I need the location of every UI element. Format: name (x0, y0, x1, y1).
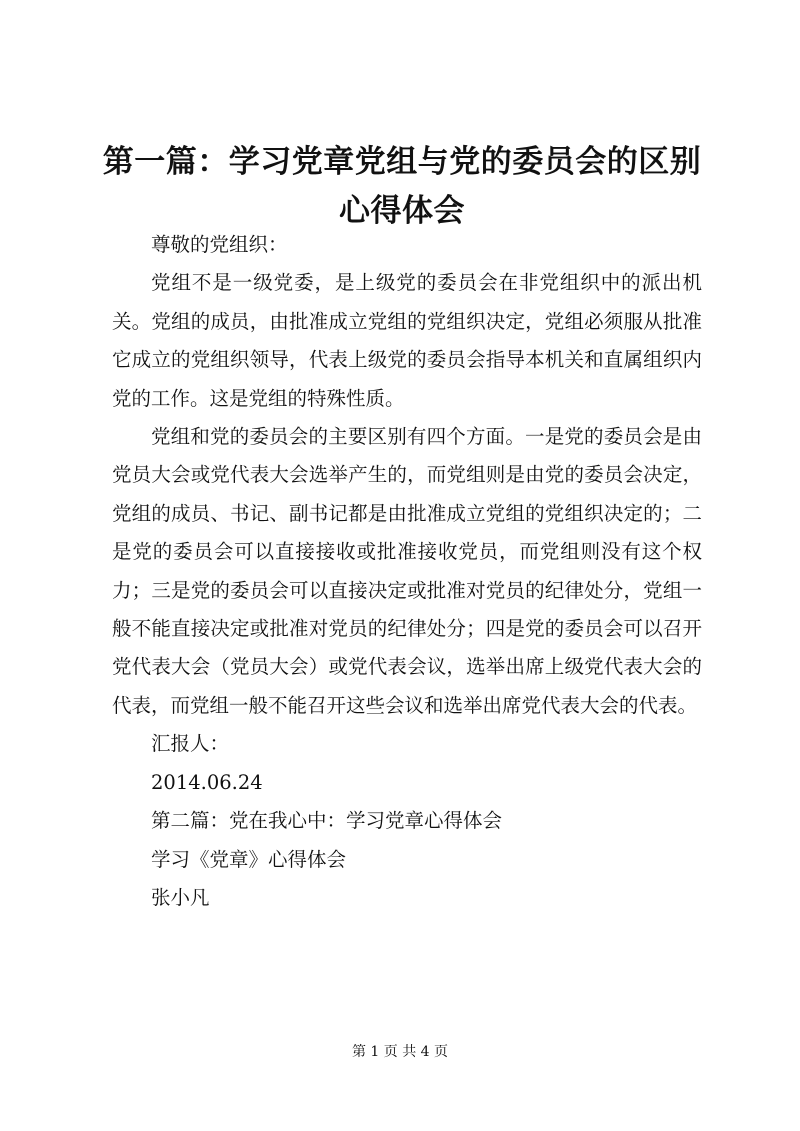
reporter-label: 汇报人： (151, 732, 230, 756)
author-name: 张小凡 (151, 885, 210, 909)
report-date: 2014.06.24 (151, 770, 263, 794)
document-title: 第一篇：学习党章党组与党的委员会的区别心得体会 (102, 144, 702, 229)
page-footer: 第 1 页 共 4 页 (351, 1044, 449, 1060)
salutation: 尊敬的党组织： (151, 233, 288, 256)
next-article-title: 第二篇：党在我心中：学习党章心得体会 (151, 809, 503, 833)
paragraph-2: 党组和党的委员会的主要区别有四个方面。一是党的委员会是由党员大会或党代表大会选举产生的，而党组则是由党的委员会决定，党组的成员、书记、副书记都是由批准成立党组的党组织决定的；二是党的委员会可以直接接收或批准接收党员，而党组则没有这个权力；三是党的委员会可以直接决定或批准对党员的纪律处分，党组一般不能直接决定或批准对党员的纪律处分；四是党的委员会可以召开党代表大会（党员大会）或党代表会议，选举出席上级党代表大会的代表，而党组一般不能召开这些会议和选举出席党代表大会的代表。 (112, 425, 702, 717)
document-body (112, 226, 702, 917)
paragraph-1: 党组不是一级党委，是上级党的委员会在非党组织中的派出机关。党组的成员，由批准成立党组的党组织决定，党组必须服从批准它成立的党组织领导，代表上级党的委员会指导本机关和直属组织内党的工作。这是党组的特殊性质。 (112, 271, 702, 410)
next-article-subtitle: 学习《党章》心得体会 (151, 847, 347, 871)
